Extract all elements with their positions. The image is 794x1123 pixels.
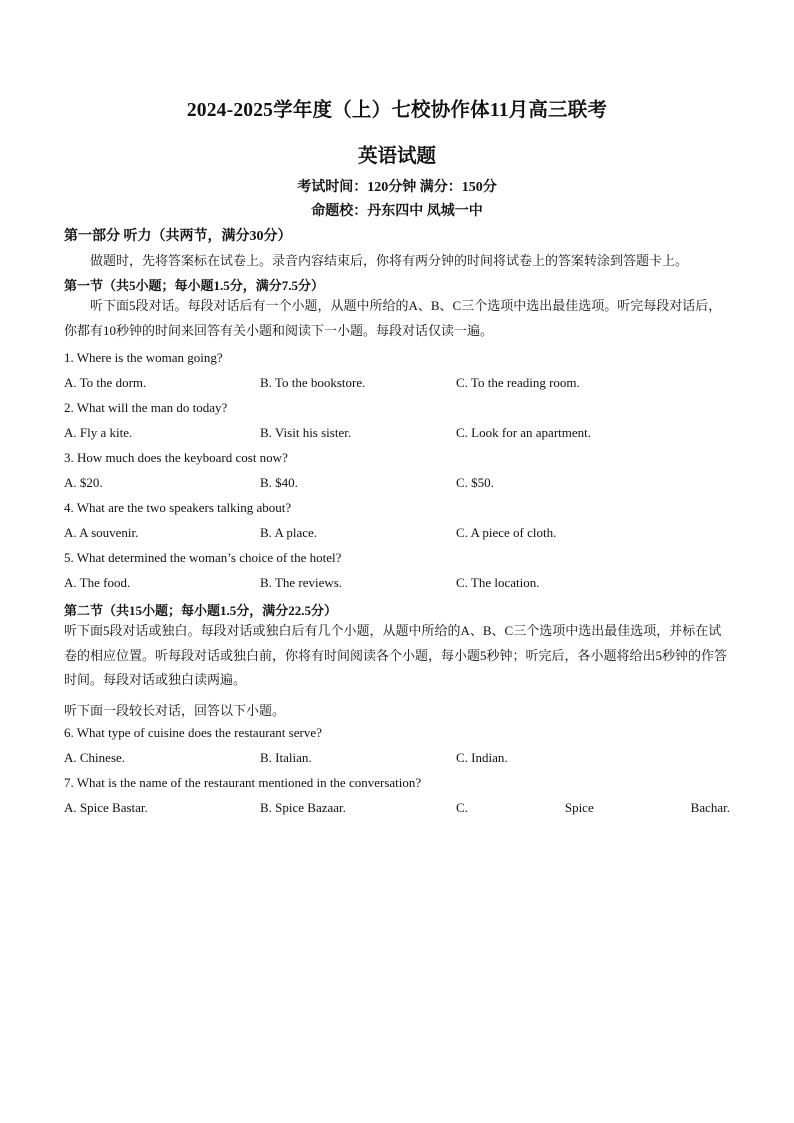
question-5: 5. What determined the woman’s choice of the hotel? <box>64 550 342 565</box>
option-b: B. Spice Bazaar. <box>260 800 346 815</box>
option-a: A. A souvenir. <box>64 525 139 540</box>
option-b: B. Visit his sister. <box>260 425 352 440</box>
part1-heading: 第一部分 听力（共两节，满分30分） <box>64 229 292 244</box>
option-c: C. To the reading room. <box>456 375 580 390</box>
option-c: C. Indian. <box>456 750 508 765</box>
section2-instruction: 听下面5段对话或独白。每段对话或独白后有几个小题，从题中所给的A、B、C三个选项中选出最佳选项，并标在试卷的相应位置。听每段对话或独白前，你将有时间阅读各个小题，每小题5秒钟；听完后，各小题将给出5秒钟的作答时间。每段对话或独白读两遍。 <box>64 623 728 687</box>
option-b: B. The reviews. <box>260 575 343 590</box>
section1-instruction: 听下面5段对话。每段对话后有一个小题，从题中所给的A、B、C三个选项中选出最佳选项。听完每段对话后，你都有10秒钟的时间来回答有关小题和阅读下一小题。每段对话仅读一遍。 <box>64 298 722 338</box>
option-b: B. Italian. <box>260 750 312 765</box>
option-b: B. To the bookstore. <box>260 375 366 390</box>
option-b: B. A place. <box>260 525 318 540</box>
exam-title: 2024-2025学年度（上）七校协作体11月高三联考 <box>186 100 608 121</box>
setting-schools: 命题校：丹东四中 凤城一中 <box>311 204 483 219</box>
option-a: A. Fly a kite. <box>64 425 133 440</box>
option-c-word-1: Spice <box>564 800 594 815</box>
subject-title: 英语试题 <box>357 146 436 167</box>
option-b: B. $40. <box>260 475 298 490</box>
section2-heading: 第二节（共15小题；每小题1.5分，满分22.5分） <box>64 603 338 618</box>
option-c: C. $50. <box>456 475 494 490</box>
option-c: C. The location. <box>456 575 540 590</box>
option-a: A. Chinese. <box>64 750 126 765</box>
option-a: A. The food. <box>64 575 131 590</box>
option-c: C. Look for an apartment. <box>456 425 592 440</box>
section2-lead: 听下面一段较长对话，回答以下小题。 <box>64 703 286 718</box>
exam-time: 考试时间：120分钟 满分：150分 <box>297 180 497 195</box>
option-c <box>456 800 730 816</box>
question-3: 3. How much does the keyboard cost now? <box>64 450 288 465</box>
question-6: 6. What type of cuisine does the restaurant serve? <box>64 725 322 740</box>
option-a: A. To the dorm. <box>64 375 147 390</box>
part1-instruction: 做题时，先将答案标在试卷上。录音内容结束后，你将有两分钟的时间将试卷上的答案转涂到答题卡上。 <box>90 253 689 268</box>
question-7: 7. What is the name of the restaurant mentioned in the conversation? <box>64 775 422 790</box>
question-1: 1. Where is the woman going? <box>64 350 223 365</box>
question-2: 2. What will the man do today? <box>64 400 228 415</box>
option-c-letter: C. <box>456 800 468 815</box>
option-c-word-2: Bachar. <box>690 800 730 815</box>
option-c: C. A piece of cloth. <box>456 525 557 540</box>
option-a: A. Spice Bastar. <box>64 800 148 815</box>
question-4: 4. What are the two speakers talking about? <box>64 500 292 515</box>
section1-heading: 第一节（共5小题；每小题1.5分，满分7.5分） <box>64 278 325 293</box>
option-a: A. $20. <box>64 475 103 490</box>
